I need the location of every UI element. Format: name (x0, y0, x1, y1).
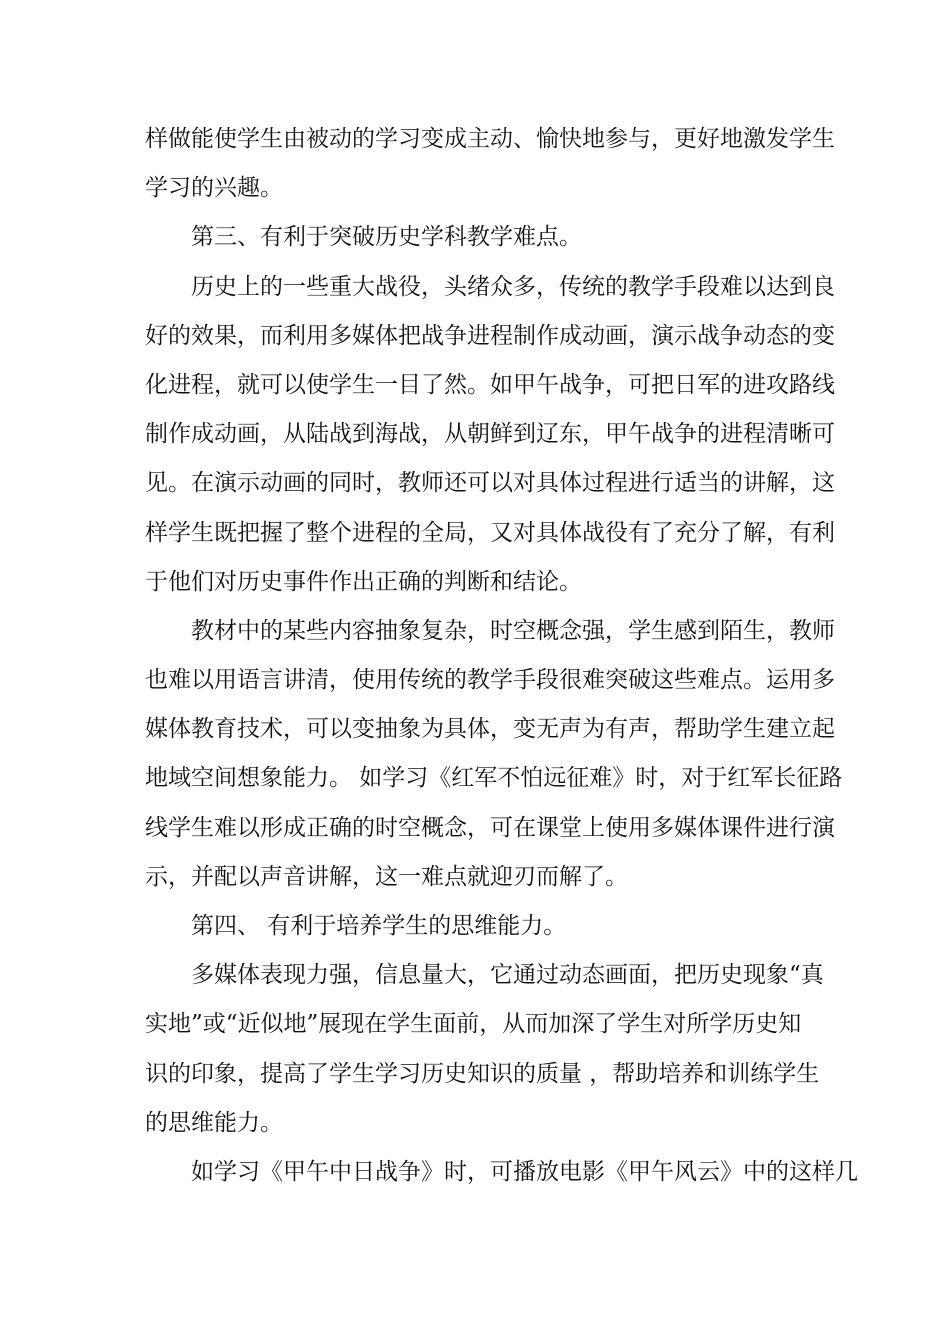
text-line: 多媒体表现力强，信息量大，它通过动态画面，把历史现象“真 (191, 962, 824, 989)
text-line: 示，并配以声音讲解，这一难点就迎刃而解了。 (145, 863, 628, 890)
text-line: 媒体教育技术，可以变抽象为具体，变无声为有声，帮助学生建立起 (145, 716, 835, 743)
text-line: 第四、 有利于培养学生的思维能力。 (191, 913, 567, 939)
text-line: 教材中的某些内容抽象复杂，时空概念强，学生感到陌生，教师 (191, 617, 835, 644)
text-line: 第三、有利于突破历史学科教学难点。 (191, 224, 582, 251)
text-line: 学习的兴趣。 (145, 175, 283, 202)
text-line: 识的印象，提高了学生学习历史知识的质量 ，帮助培养和训练学生 (145, 1060, 820, 1087)
text-line: 线学生难以形成正确的时空概念，可在课堂上使用多媒体课件进行演 (145, 814, 835, 841)
text-line: 化进程，就可以使学生一目了然。如甲午战争，可把日军的进攻路线 (145, 371, 835, 398)
text-line: 样学生既把握了整个进程的全局，又对具体战役有了充分了解，有利 (145, 519, 835, 546)
text-line: 样做能使学生由被动的学习变成主动、愉快地参与，更好地激发学生 (145, 126, 835, 152)
body-text (145, 115, 858, 1197)
text-line: 制作成动画，从陆战到海战，从朝鲜到辽东，甲午战争的进程清晰可 (145, 421, 835, 448)
text-line: 见。在演示动画的同时，教师还可以对具体过程进行适当的讲解，这 (145, 470, 835, 497)
text-line: 的思维能力。 (145, 1109, 283, 1136)
text-line: 历史上的一些重大战役，头绪众多，传统的教学手段难以达到良 (191, 273, 835, 300)
text-line: 于他们对历史事件作出正确的判断和结论。 (145, 568, 582, 595)
text-line: 也难以用语言讲清，使用传统的教学手段很难突破这些难点。运用多 (145, 667, 835, 694)
text-line: 实地”或“近似地”展现在学生面前，从而加深了学生对所学历史知 (145, 1011, 802, 1038)
text-line: 地域空间想象能力。 如学习《红军不怕远征难》时，对于红军长征路 (145, 765, 843, 792)
text-line: 好的效果，而利用多媒体把战争进程制作成动画，演示战争动态的变 (145, 322, 835, 349)
text-line: 如学习《甲午中日战争》时，可播放电影《甲午风云》中的这样几 (191, 1158, 858, 1185)
